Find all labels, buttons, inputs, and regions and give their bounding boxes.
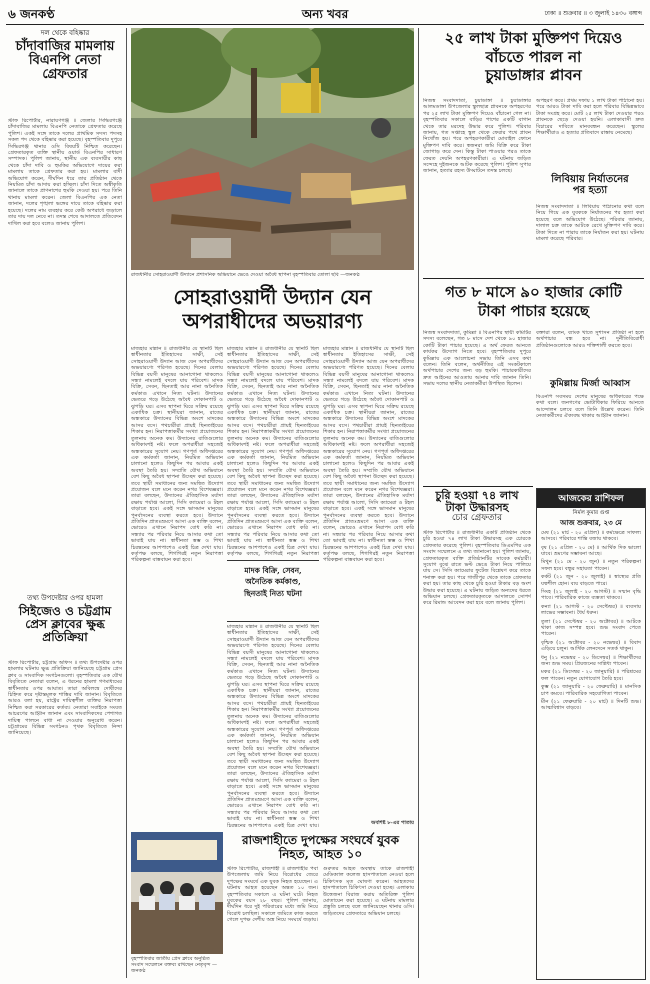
pull-quote-2: অনৈতিক কর্মকাণ্ড, — [245, 577, 301, 587]
theft-headline-2: টাকা উদ্ধারসহ — [445, 501, 509, 515]
main-story-text: মাজহার মান্নান ॥ রাজধানীর যে স্থানটি ছিল স্বাধীনতার ইতিহাসের সাক্ষী, সেই সোহরাওয়ার্দী উদ্যান আজ যেন অপরাধীদের অভয়ারণ্যে পরিণত হয়েছে। দিনের বেলায় বিভিন্ন বয়সী মানুষের আনাগোনা থাকলেও সন্ধ্যা নামলেই বদলে যায় পরিবেশ। মাদক বিক্রি, সেবন, ছিনতাই আর নানা অনৈতিক কর্মকাণ্ড এখানে নিত্য ঘটনা। উদ্যানের ভেতরে গড়ে উঠেছে অবৈধ দোকানপাট ও ঝুপড়ি ঘর। এসব স্থাপনা ঘিরে সক্রিয় রয়েছে একাধিক চক্র। স্থানীয়রা জানান, রাতের অন্ধকারে উদ্যানের বিভিন্ন অংশে মাদকের আসর বসে। পথচারীরা প্রায়ই ছিনতাইয়ের শিকার হন। নিরাপত্তাকর্মীর সংখ্যা প্রয়োজনের তুলনায় অনেক কম। উদ্যানের বাতিগুলোর অধিকাংশই নষ্ট। ফলে অপরাধীরা সহজেই অন্ধকারের সুযোগ নেয়। গণপূর্ত অধিদপ্তরের এক কর্মকর্তা জানান, নিয়মিত অভিযান চালানো হলেও কিছুদিন পর আবার একই অবস্থা তৈরি হয়। সম্প্রতি যৌথ অভিযানে বেশ কিছু অবৈধ স্থাপনা উচ্ছেদ করা হয়েছে। তবে স্থায়ী সমাধানের জন্য সমন্বিত উদ্যোগ প্রয়োজন বলে মনে করেন নগর বিশেষজ্ঞরা। তারা বলছেন, উদ্যানের ঐতিহাসিক মর্যাদা রক্ষায় পর্যাপ্ত আলো, সিসি ক্যামেরা ও টহল বাড়াতে হবে। একই সঙ্গে ভাসমান মানুষের পুনর্বাসনের ব্যবস্থা করতে হবে। উদ্যানে প্রতিদিন প্রাতঃভ্রমণে আসা এক ব্যক্তি বলেন, ভোরেও এখানে নিরাপদ বোধ করি না। সন্ধ্যার পর পরিবার নিয়ে আসার কথা তো ভাবাই যায় না। স্বাধীনতা স্তম্ভ ও শিখা চিরন্তনের আশপাশেও একই চিত্র দেখা যায়। কর্তৃপক্ষ বলছে, শিগগিরই নতুন নিরাপত্তা পরিকল্পনা বাস্তবায়ন করা হবে। — [131, 346, 223, 564]
left-story-2-body — [8, 660, 122, 978]
right-mid-headline-2: টাকা পাচার হয়েছে — [478, 301, 589, 320]
rashifal-list — [537, 530, 645, 970]
comilla-text: বিএনপি সবসময় দেশের মানুষের অধিকারের পক্ষে কথা বলে। জনগণের ভোটাধিকার ফিরিয়ে আনতে আন্দোলন চলবে বলে তিনি উল্লেখ করেন। তিনি নেতাকর্মীদের ঐক্যবদ্ধ থাকার আহ্বান জানান। — [536, 394, 644, 420]
column-divider — [126, 28, 127, 978]
pull-quote — [227, 560, 319, 622]
rashifal-item: ধনু (২১ নভেম্বর - ২০ ডিসেম্বর) ॥ শিক্ষার্থীদের জন্য শুভ সময়। প্রিয়জনের সান্নিধ্য পাবেন। — [541, 654, 641, 668]
pull-quote-1: মাদক বিক্রি, সেবন, — [244, 566, 302, 575]
left2-headline-3: প্রতিক্রিয়া — [42, 630, 88, 645]
rashifal-item: মকর (২১ ডিসেম্বর - ২০ জানুয়ারি) ॥ পরিশ্রমের ফল পাবেন। নতুন যোগাযোগ তৈরি হবে। — [541, 669, 641, 682]
right-top-headline — [423, 30, 644, 84]
main-story-text-4: মাজহার মান্নান ॥ রাজধানীর যে স্থানটি ছিল স্বাধীনতার ইতিহাসের সাক্ষী, সেই সোহরাওয়ার্দী উদ্যান আজ যেন অপরাধীদের অভয়ারণ্যে পরিণত হয়েছে। দিনের বেলায় বিভিন্ন বয়সী মানুষের আনাগোনা থাকলেও সন্ধ্যা নামলেই বদলে যায় পরিবেশ। মাদক বিক্রি, সেবন, ছিনতাই আর নানা অনৈতিক কর্মকাণ্ড এখানে নিত্য ঘটনা। উদ্যানের ভেতরে গড়ে উঠেছে অবৈধ দোকানপাট ও ঝুপড়ি ঘর। এসব স্থাপনা ঘিরে সক্রিয় রয়েছে একাধিক চক্র। স্থানীয়রা জানান, রাতের অন্ধকারে উদ্যানের বিভিন্ন অংশে মাদকের আসর বসে। পথচারীরা প্রায়ই ছিনতাইয়ের শিকার হন। নিরাপত্তাকর্মীর সংখ্যা প্রয়োজনের তুলনায় অনেক কম। উদ্যানের বাতিগুলোর অধিকাংশই নষ্ট। ফলে অপরাধীরা সহজেই অন্ধকারের সুযোগ নেয়। গণপূর্ত অধিদপ্তরের এক কর্মকর্তা জানান, নিয়মিত অভিযান চালানো হলেও কিছুদিন পর আবার একই অবস্থা তৈরি হয়। সম্প্রতি যৌথ অভিযানে বেশ কিছু অবৈধ স্থাপনা উচ্ছেদ করা হয়েছে। তবে স্থায়ী সমাধানের জন্য সমন্বিত উদ্যোগ প্রয়োজন বলে মনে করেন নগর বিশেষজ্ঞরা। তারা বলছেন, উদ্যানের ঐতিহাসিক মর্যাদা রক্ষায় পর্যাপ্ত আলো, সিসি ক্যামেরা ও টহল বাড়াতে হবে। একই সঙ্গে ভাসমান মানুষের পুনর্বাসনের ব্যবস্থা করতে হবে। উদ্যানে প্রতিদিন প্রাতঃভ্রমণে আসা এক ব্যক্তি বলেন, ভোরেও এখানে নিরাপদ বোধ করি না। সন্ধ্যার পর পরিবার নিয়ে আসার কথা তো ভাবাই যায় না। স্বাধীনতা স্তম্ভ ও শিখা চিরন্তনের আশপাশেও একই চিত্র দেখা যায়। কর্তৃপক্ষ বলছে, শিগগিরই নতুন নিরাপত্তা পরিকল্পনা বাস্তবায়ন করা হবে। — [323, 346, 414, 564]
left2-kicker: তথ্য উপদেষ্টার ওপর হামলা — [27, 594, 103, 602]
right-rule-1 — [423, 278, 644, 279]
rashifal-item: কুম্ভ (২১ জানুয়ারি - ২০ ফেব্রুয়ারি) ॥ মানসিক চাপ কমবে। পারিবারিক সহযোগিতা পাবেন। — [541, 684, 641, 697]
rashifal-item: কন্যা (২১ আগস্ট - ২০ সেপ্টেম্বর) ॥ ব্যবসায় লাভের সম্ভাবনা। ধৈর্য ধরুন। — [541, 603, 641, 617]
main-photo-caption: রাজধানীর সোহরাওয়ার্দী উদ্যানে প্রশাসনিক অভিযানে ভেঙে দেওয়া অবৈধ স্থাপনা বৃহস্পতিবার তোলা ছবি —জনকণ্ঠ — [131, 272, 360, 278]
left-story-body — [8, 118, 122, 588]
rashifal-item: মিথুন (২১ মে - ২০ জুন) ॥ নতুন পরিকল্পনা সফল হবে। বন্ধুর সহায়তা পাবেন। — [541, 559, 641, 572]
rashifal-item: মেষ (২১ মার্চ - ২০ এপ্রিল) ॥ কর্মক্ষেত্রে সাফল্য আসবে। পরিবারে শান্তি বজায় থাকবে। — [541, 529, 641, 543]
right-mid-text-right: বক্তারা বলেন, ব্যাংক খাতে সুশাসন প্রতিষ্ঠা না হলে অর্থপাচার বন্ধ হবে না। দুর্নীতিবিরোধী প্রতিষ্ঠানগুলোকে আরও শক্তিশালী করতে হবে। — [536, 330, 644, 349]
right-mid-headline-1: গত ৮ মাসে ৯০ হাজার কোটি — [445, 283, 622, 301]
rajshahi-headline-2: নিহত, আহত ১০ — [278, 847, 363, 862]
right-top-headline-2: বাঁচতে পারল না — [485, 47, 582, 66]
main-story-headline — [131, 286, 414, 332]
date-line: ঢাকা ॥ শুক্রবার ॥ ৩ জুলাই ১৪৩০ বঙ্গাব্দ — [544, 10, 642, 17]
rashifal-author: নির্মল কুমার গুপ্ত — [572, 510, 610, 516]
demolition-photo-illustration — [131, 28, 414, 270]
rajshahi-headline — [227, 834, 414, 861]
right-mid-text-left: নিজস্ব সংবাদদাতা, কুমিল্লা ॥ বিএনপির স্থায়ী কমিটির সদস্য বলেছেন, গত ৮ মাসে দেশ থেকে ৯০ হাজার কোটি টাকা পাচার হয়েছে। এ অর্থ ফেরত আনতে কার্যকর উদ্যোগ নিতে হবে। বৃহস্পতিবার দুপুরে কুমিল্লায় এক আলোচনা সভায় তিনি এসব কথা বলেন। তিনি বলেন, অর্থনীতির এই সংকটকালে অর্থপাচার দেশের জন্য বড় হুমকি। পাচারকারীদের দ্রুত আইনের আওতায় আনার দাবি জানান তিনি। সভায় দলের স্থানীয় নেতাকর্মীরা উপস্থিত ছিলেন। — [423, 330, 531, 388]
comilla-body — [536, 394, 644, 484]
theft-headline-1: চুরি হওয়া ৭৪ লাখ — [435, 489, 519, 502]
rajshahi-body — [227, 866, 414, 978]
meeting-photo-illustration — [131, 832, 223, 954]
rashifal-item: তুলা (২১ সেপ্টেম্বর - ২০ অক্টোবর) ॥ আটকে থাকা কাজ সম্পন্ন হবে। শুভ সংবাদ পেতে পারেন। — [541, 618, 641, 638]
main-story-col-2b — [227, 624, 319, 828]
column-divider — [418, 28, 419, 978]
right-mid-body-left — [423, 330, 531, 480]
theft-body — [423, 530, 531, 978]
rajshahi-headline-1: রাজশাহীতে দুপক্ষের সংঘর্ষে যুবক — [241, 833, 400, 847]
left-story — [8, 30, 122, 83]
rashifal-item: কর্কট (২১ জুন - ২০ জুলাই) ॥ স্বাস্থ্যের প্রতি যত্নশীল হোন। ব্যয় বাড়তে পারে। — [541, 574, 641, 587]
main-story-text-2: মাজহার মান্নান ॥ রাজধানীর যে স্থানটি ছিল স্বাধীনতার ইতিহাসের সাক্ষী, সেই সোহরাওয়ার্দী উদ্যান আজ যেন অপরাধীদের অভয়ারণ্যে পরিণত হয়েছে। দিনের বেলায় বিভিন্ন বয়সী মানুষের আনাগোনা থাকলেও সন্ধ্যা নামলেই বদলে যায় পরিবেশ। মাদক বিক্রি, সেবন, ছিনতাই আর নানা অনৈতিক কর্মকাণ্ড এখানে নিত্য ঘটনা। উদ্যানের ভেতরে গড়ে উঠেছে অবৈধ দোকানপাট ও ঝুপড়ি ঘর। এসব স্থাপনা ঘিরে সক্রিয় রয়েছে একাধিক চক্র। স্থানীয়রা জানান, রাতের অন্ধকারে উদ্যানের বিভিন্ন অংশে মাদকের আসর বসে। পথচারীরা প্রায়ই ছিনতাইয়ের শিকার হন। নিরাপত্তাকর্মীর সংখ্যা প্রয়োজনের তুলনায় অনেক কম। উদ্যানের বাতিগুলোর অধিকাংশই নষ্ট। ফলে অপরাধীরা সহজেই অন্ধকারের সুযোগ নেয়। গণপূর্ত অধিদপ্তরের এক কর্মকর্তা জানান, নিয়মিত অভিযান চালানো হলেও কিছুদিন পর আবার একই অবস্থা তৈরি হয়। সম্প্রতি যৌথ অভিযানে বেশ কিছু অবৈধ স্থাপনা উচ্ছেদ করা হয়েছে। তবে স্থায়ী সমাধানের জন্য সমন্বিত উদ্যোগ প্রয়োজন বলে মনে করেন নগর বিশেষজ্ঞরা। তারা বলছেন, উদ্যানের ঐতিহাসিক মর্যাদা রক্ষায় পর্যাপ্ত আলো, সিসি ক্যামেরা ও টহল বাড়াতে হবে। একই সঙ্গে ভাসমান মানুষের পুনর্বাসনের ব্যবস্থা করতে হবে। উদ্যানে প্রতিদিন প্রাতঃভ্রমণে আসা এক ব্যক্তি বলেন, ভোরেও এখানে নিরাপদ বোধ করি না। সন্ধ্যার পর পরিবার নিয়ে আসার কথা তো ভাবাই যায় না। স্বাধীনতা স্তম্ভ ও শিখা চিরন্তনের আশপাশেও একই চিত্র দেখা যায়। কর্তৃপক্ষ বলছে, শিগগিরই নতুন নিরাপত্তা — [227, 346, 319, 556]
left-headline-2: বিএনপি নেতা — [28, 52, 102, 68]
left-headline-3: গ্রেফতার — [42, 67, 88, 83]
libya-body — [536, 204, 644, 272]
left-story-2 — [8, 595, 122, 644]
left-kicker: দল থেকে বহিষ্কার — [40, 29, 90, 37]
left-story-text: স্টাফ রিপোর্টার, নারায়ণগঞ্জ ॥ জেলার সিদ্ধিরগঞ্জে চাঁদাবাজির মামলায় বিএনপি নেতাকে গ্রেফতার করেছে পুলিশ। একই সঙ্গে তাকে দলের প্রাথমিক সদস্য পদসহ সকল পদ থেকে বহিষ্কার করা হয়েছে। বৃহস্পতিবার দুপুরে সিদ্ধিরগঞ্জ থানার ওসি বিষয়টি নিশ্চিত করেছেন। গ্রেফতারকৃত ব্যক্তি স্থানীয় ওয়ার্ড বিএনপির সাধারণ সম্পাদক। পুলিশ জানায়, স্থানীয় এক ব্যবসায়ীর কাছ থেকে চাঁদা দাবি ও হুমকির অভিযোগে দায়ের করা মামলায় তাকে গ্রেফতার করা হয়। মামলার বাদী অভিযোগ করেন, দীর্ঘদিন ধরে তার প্রতিষ্ঠান থেকে নিয়মিত চাঁদা আদায় করা হচ্ছিল। চাঁদা দিতে অস্বীকৃতি জানালে তাকে প্রাণনাশের হুমকি দেওয়া হয়। পরে তিনি থানায় মামলা করেন। জেলা বিএনপির এক নেতা জানান, দলের শৃঙ্খলা ভঙ্গের দায়ে তাকে বহিষ্কার করা হয়েছে। দলের নাম ব্যবহার করে কেউ অপরাধে জড়ালে তার দায় দল নেবে না। তদন্ত শেষে আদালতে প্রতিবেদন দাখিল করা হবে বলেও জানায় পুলিশ। — [8, 118, 122, 227]
right-rule-2 — [423, 486, 533, 487]
continued-note: অবশিষ্ট ৮-এর পাতায় — [371, 820, 414, 826]
main-story-col-2 — [227, 346, 319, 556]
top-rule — [6, 24, 644, 25]
rashifal-item: বৃষ (২১ এপ্রিল - ২০ মে) ॥ আর্থিক দিক ভালো যাবে। ভ্রমণের সম্ভাবনা আছে। — [541, 544, 641, 557]
rashifal-item: বৃশ্চিক (২১ অক্টোবর - ২০ নভেম্বর) ॥ বিবাদ এড়িয়ে চলুন। আর্থিক লেনদেনে সতর্ক থাকুন। — [541, 639, 641, 653]
theft-text: স্টাফ রিপোর্টার ॥ রাজধানীর একটি প্রতিষ্ঠান থেকে চুরি হওয়া ৭৪ লাখ টাকা উদ্ধারসহ এক চোরকে গ্রেফতার করেছে পুলিশ। বৃহস্পতিবার ডিএমপির এক সংবাদ সম্মেলনে এ তথ্য জানানো হয়। পুলিশ জানায়, গ্রেফতারকৃত ব্যক্তি প্রতিষ্ঠানটির সাবেক কর্মচারী। সুযোগ বুঝে রাতে ভল্ট ভেঙে টাকা নিয়ে পালিয়ে যায় সে। সিসি ক্যামেরার ফুটেজ বিশ্লেষণ করে তাকে শনাক্ত করা হয়। পরে গাজীপুর থেকে তাকে গ্রেফতার করা হয়। তার কাছ থেকে চুরি হওয়া টাকার বড় অংশ উদ্ধার করা হয়েছে। এ ঘটনায় জড়িত অন্যদের ধরতে অভিযান চলছে। গ্রেফতারকৃতকে আদালতে সোপর্দ করে রিমান্ড আবেদন করা হবে বলে জানায় পুলিশ। — [423, 530, 531, 607]
rashifal-item: মীন (২১ ফেব্রুয়ারি - ২০ মার্চ) ॥ দিনটি শুভ। আত্মবিশ্বাস বাড়বে। — [541, 699, 641, 712]
libya-headline — [536, 174, 644, 196]
pull-quote-3: ছিনতাই নিত্য ঘটনা — [244, 588, 302, 598]
left2-story-text: স্টাফ রিপোর্টার, চট্টগ্রাম অফিস ॥ তথ্য উপদেষ্টার ওপর হামলার ঘটনায় ক্ষুব্ধ প্রতিক্রিয়া জানিয়েছে চট্টগ্রাম প্রেস ক্লাব ও সাংবাদিক সংগঠনগুলো। বৃহস্পতিবার এক যৌথ বিবৃতিতে নেতারা বলেন, এ ধরনের হামলা গণমাধ্যমের স্বাধীনতার ওপর আঘাত। তারা অবিলম্বে দোষীদের চিহ্নিত করে দৃষ্টান্তমূলক শাস্তির দাবি জানান। বিবৃতিতে আরও বলা হয়, রাষ্ট্রের দায়িত্বশীল ব্যক্তির নিরাপত্তা নিশ্চিত করা সরকারের কর্তব্য। নেতারা সবাইকে সংযত আচরণের আহ্বান জানান এবং সাংবাদিকদের পেশাগত দায়িত্ব পালনে বাধা না দেওয়ার অনুরোধ করেন। চট্টগ্রামের বিভিন্ন সংগঠনও পৃথক বিবৃতিতে নিন্দা জানিয়েছে। — [8, 660, 122, 737]
main-headline-1: সোহরাওয়ার্দী উদ্যান যেন — [173, 285, 372, 309]
main-story-col-3 — [323, 346, 414, 818]
rajshahi-story-text: স্টাফ রিপোর্টার, রাজশাহী ॥ রাজশাহীর পবা উপজেলায় জমি নিয়ে বিরোধের জেরে দুপক্ষের সংঘর্ষে এক যুবক নিহত হয়েছেন। এ ঘটনায় আহত হয়েছেন অন্তত ১০ জন। বৃহস্পতিবার সকালে এ ঘটনা ঘটে। নিহত যুবকের বয়স ২৮ বছর। পুলিশ জানায়, দীর্ঘদিন ধরে দুই পরিবারের মধ্যে জমি নিয়ে বিরোধ চলছিল। সকালে জমিতে কাজ করতে গেলে দুপক্ষ দেশীয় অস্ত্র নিয়ে সংঘর্ষে জড়ায়। গুরুতর আহত অবস্থায় তাকে রাজশাহী মেডিক্যাল কলেজ হাসপাতালে নেওয়া হলে চিকিৎসক মৃত ঘোষণা করেন। আহতদের হাসপাতালে চিকিৎসা দেওয়া হচ্ছে। এলাকায় উত্তেজনা বিরাজ করায় অতিরিক্ত পুলিশ মোতায়েন করা হয়েছে। এ ঘটনায় মামলার প্রস্তুতি চলছে বলে জানিয়েছেন থানার ওসি। জড়িতদের গ্রেফতারে অভিযান চলছে। — [227, 866, 414, 924]
right-mid-headline — [423, 284, 644, 319]
rashifal-box — [536, 488, 646, 980]
left-headline-1: চাঁদাবাজির মামলায় — [15, 38, 115, 54]
rashifal-item: সিংহ (২১ জুলাই - ২০ আগস্ট) ॥ সম্মান বৃদ্ধি পাবে। পারিবারিক কাজে ব্যস্ততা থাকবে। — [541, 588, 641, 602]
right-top-text-left: নিজস্ব সংবাদদাতা, চুয়াডাঙ্গা ॥ চুয়াডাঙ্গার আলমডাঙ্গা উপজেলার স্কুলছাত্র প্লাবনকে অপহরণের পর ২৫ লাখ টাকা মুক্তিপণ দিয়েও বাঁচানো গেল না। বৃহস্পতিবার সকালে বাড়ির পাশের একটি বাগান থেকে তার মরদেহ উদ্ধার করে পুলিশ। পরিবার জানায়, গত সপ্তাহে স্কুল থেকে ফেরার পথে প্লাবন নিখোঁজ হয়। পরে অপহরণকারীরা মোবাইল ফোনে মুক্তিপণ দাবি করে। স্বজনরা জমি বিক্রি করে টাকা জোগাড় করে দেন। কিন্তু টাকা পাওয়ার পরও তাকে ফেরত দেয়নি অপহরণকারীরা। এ ঘটনায় জড়িত সন্দেহে দুইজনকে আটক করেছে পুলিশ। পুলিশ সুপার জানান, হত্যার রহস্য উদ্ঘাটনে তদন্ত চলছে। — [423, 98, 531, 175]
main-story-text-3: মাজহার মান্নান ॥ রাজধানীর যে স্থানটি ছিল স্বাধীনতার ইতিহাসের সাক্ষী, সেই সোহরাওয়ার্দী উদ্যান আজ যেন অপরাধীদের অভয়ারণ্যে পরিণত হয়েছে। দিনের বেলায় বিভিন্ন বয়সী মানুষের আনাগোনা থাকলেও সন্ধ্যা নামলেই বদলে যায় পরিবেশ। মাদক বিক্রি, সেবন, ছিনতাই আর নানা অনৈতিক কর্মকাণ্ড এখানে নিত্য ঘটনা। উদ্যানের ভেতরে গড়ে উঠেছে অবৈধ দোকানপাট ও ঝুপড়ি ঘর। এসব স্থাপনা ঘিরে সক্রিয় রয়েছে একাধিক চক্র। স্থানীয়রা জানান, রাতের অন্ধকারে উদ্যানের বিভিন্ন অংশে মাদকের আসর বসে। পথচারীরা প্রায়ই ছিনতাইয়ের শিকার হন। নিরাপত্তাকর্মীর সংখ্যা প্রয়োজনের তুলনায় অনেক কম। উদ্যানের বাতিগুলোর অধিকাংশই নষ্ট। ফলে অপরাধীরা সহজেই অন্ধকারের সুযোগ নেয়। গণপূর্ত অধিদপ্তরের এক কর্মকর্তা জানান, নিয়মিত অভিযান চালানো হলেও কিছুদিন পর আবার একই অবস্থা তৈরি হয়। সম্প্রতি যৌথ অভিযানে বেশ কিছু অবৈধ স্থাপনা উচ্ছেদ করা হয়েছে। তবে স্থায়ী সমাধানের জন্য সমন্বিত উদ্যোগ প্রয়োজন বলে মনে করেন নগর বিশেষজ্ঞরা। তারা বলছেন, উদ্যানের ঐতিহাসিক মর্যাদা রক্ষায় পর্যাপ্ত আলো, সিসি ক্যামেরা ও টহল বাড়াতে হবে। একই সঙ্গে ভাসমান মানুষের পুনর্বাসনের ব্যবস্থা করতে হবে। উদ্যানে প্রতিদিন প্রাতঃভ্রমণে আসা এক ব্যক্তি বলেন, ভোরেও এখানে নিরাপদ বোধ করি না। সন্ধ্যার পর পরিবার নিয়ে আসার কথা তো ভাবাই যায় না। স্বাধীনতা স্তম্ভ ও শিখা চিরন্তনের আশপাশেও একই চিত্র দেখা যায়। — [227, 624, 319, 828]
rashifal-title: আজকের রাশিফল — [537, 489, 645, 508]
meeting-photo — [131, 832, 223, 954]
page-number: ৬ জনকণ্ঠ — [8, 7, 55, 21]
right-mid-body-right — [536, 330, 644, 376]
libya-text: নিজস্ব সংবাদদাতা ॥ লিবিয়ায় পাঠানোর কথা বলে নিয়ে গিয়ে এক যুবককে নির্যাতনের পর হত্যা করা হয়েছে বলে অভিযোগ উঠেছে। পরিবার জানায়, দালাল চক্র তাকে আটকে রেখে মুক্তিপণ দাবি করে। টাকা দিতে না পারায় তাকে নির্যাতন করা হয়। ঘটনায় মামলা করেছে পরিবার। — [536, 204, 644, 243]
right-top-body-left — [423, 98, 531, 272]
right-top-headline-3: চুয়াডাঙ্গার প্লাবন — [485, 66, 582, 84]
left2-headline-1: সিইজেও ও চট্টগ্রাম — [18, 603, 112, 618]
comilla-headline: কুমিল্লায় মির্জা আব্বাস — [549, 379, 631, 389]
theft-headline — [423, 490, 531, 524]
right-top-text-right: অপহরণ করে। প্রথম দফায় ১ লাখ টাকা পাঠানো হয়। পরে আরও টাকা দাবি করা হলে পরিবার বিভিন্নভাবে টাকা সংগ্রহ করে। মোট ২৫ লাখ টাকা দেওয়ার পরও প্লাবনকে ছেড়ে দেওয়া হয়নি। এলাকাবাসী দ্রুত বিচারের দাবিতে মানববন্ধন করেছেন। স্কুলের শিক্ষার্থীরাও এ হত্যার প্রতিবাদে রাস্তায় নেমেছে। — [536, 98, 644, 137]
libya-headline-2: পর হত্যা — [572, 185, 608, 196]
meeting-photo-caption: বৃহস্পতিবার জাতীয় প্রেস ক্লাবে অনুষ্ঠিত সংবাদ সম্মেলনে বক্তব্য রাখছেন নেতৃবৃন্দ —জনকণ্ঠ — [131, 956, 217, 974]
right-top-body-right — [536, 98, 644, 170]
section-title: অন্য খবর — [301, 7, 349, 21]
rashifal-date: আজ শুক্রবার, ২৩ মে — [560, 518, 622, 528]
main-photo — [131, 28, 414, 270]
theft-headline-3: চোর গ্রেফতার — [451, 513, 503, 524]
libya-headline-1: লিবিয়ায় নির্যাতনের — [551, 174, 629, 185]
left2-headline-2: প্রেস ক্লাবের ক্ষুব্ধ — [25, 616, 105, 631]
main-headline-2: অপরাধীদের অভয়ারণ্য — [182, 309, 363, 333]
right-top-headline-1: ২৫ লাখ টাকা মুক্তিপণ দিয়েও — [444, 29, 623, 47]
main-story-col-1 — [131, 346, 223, 828]
